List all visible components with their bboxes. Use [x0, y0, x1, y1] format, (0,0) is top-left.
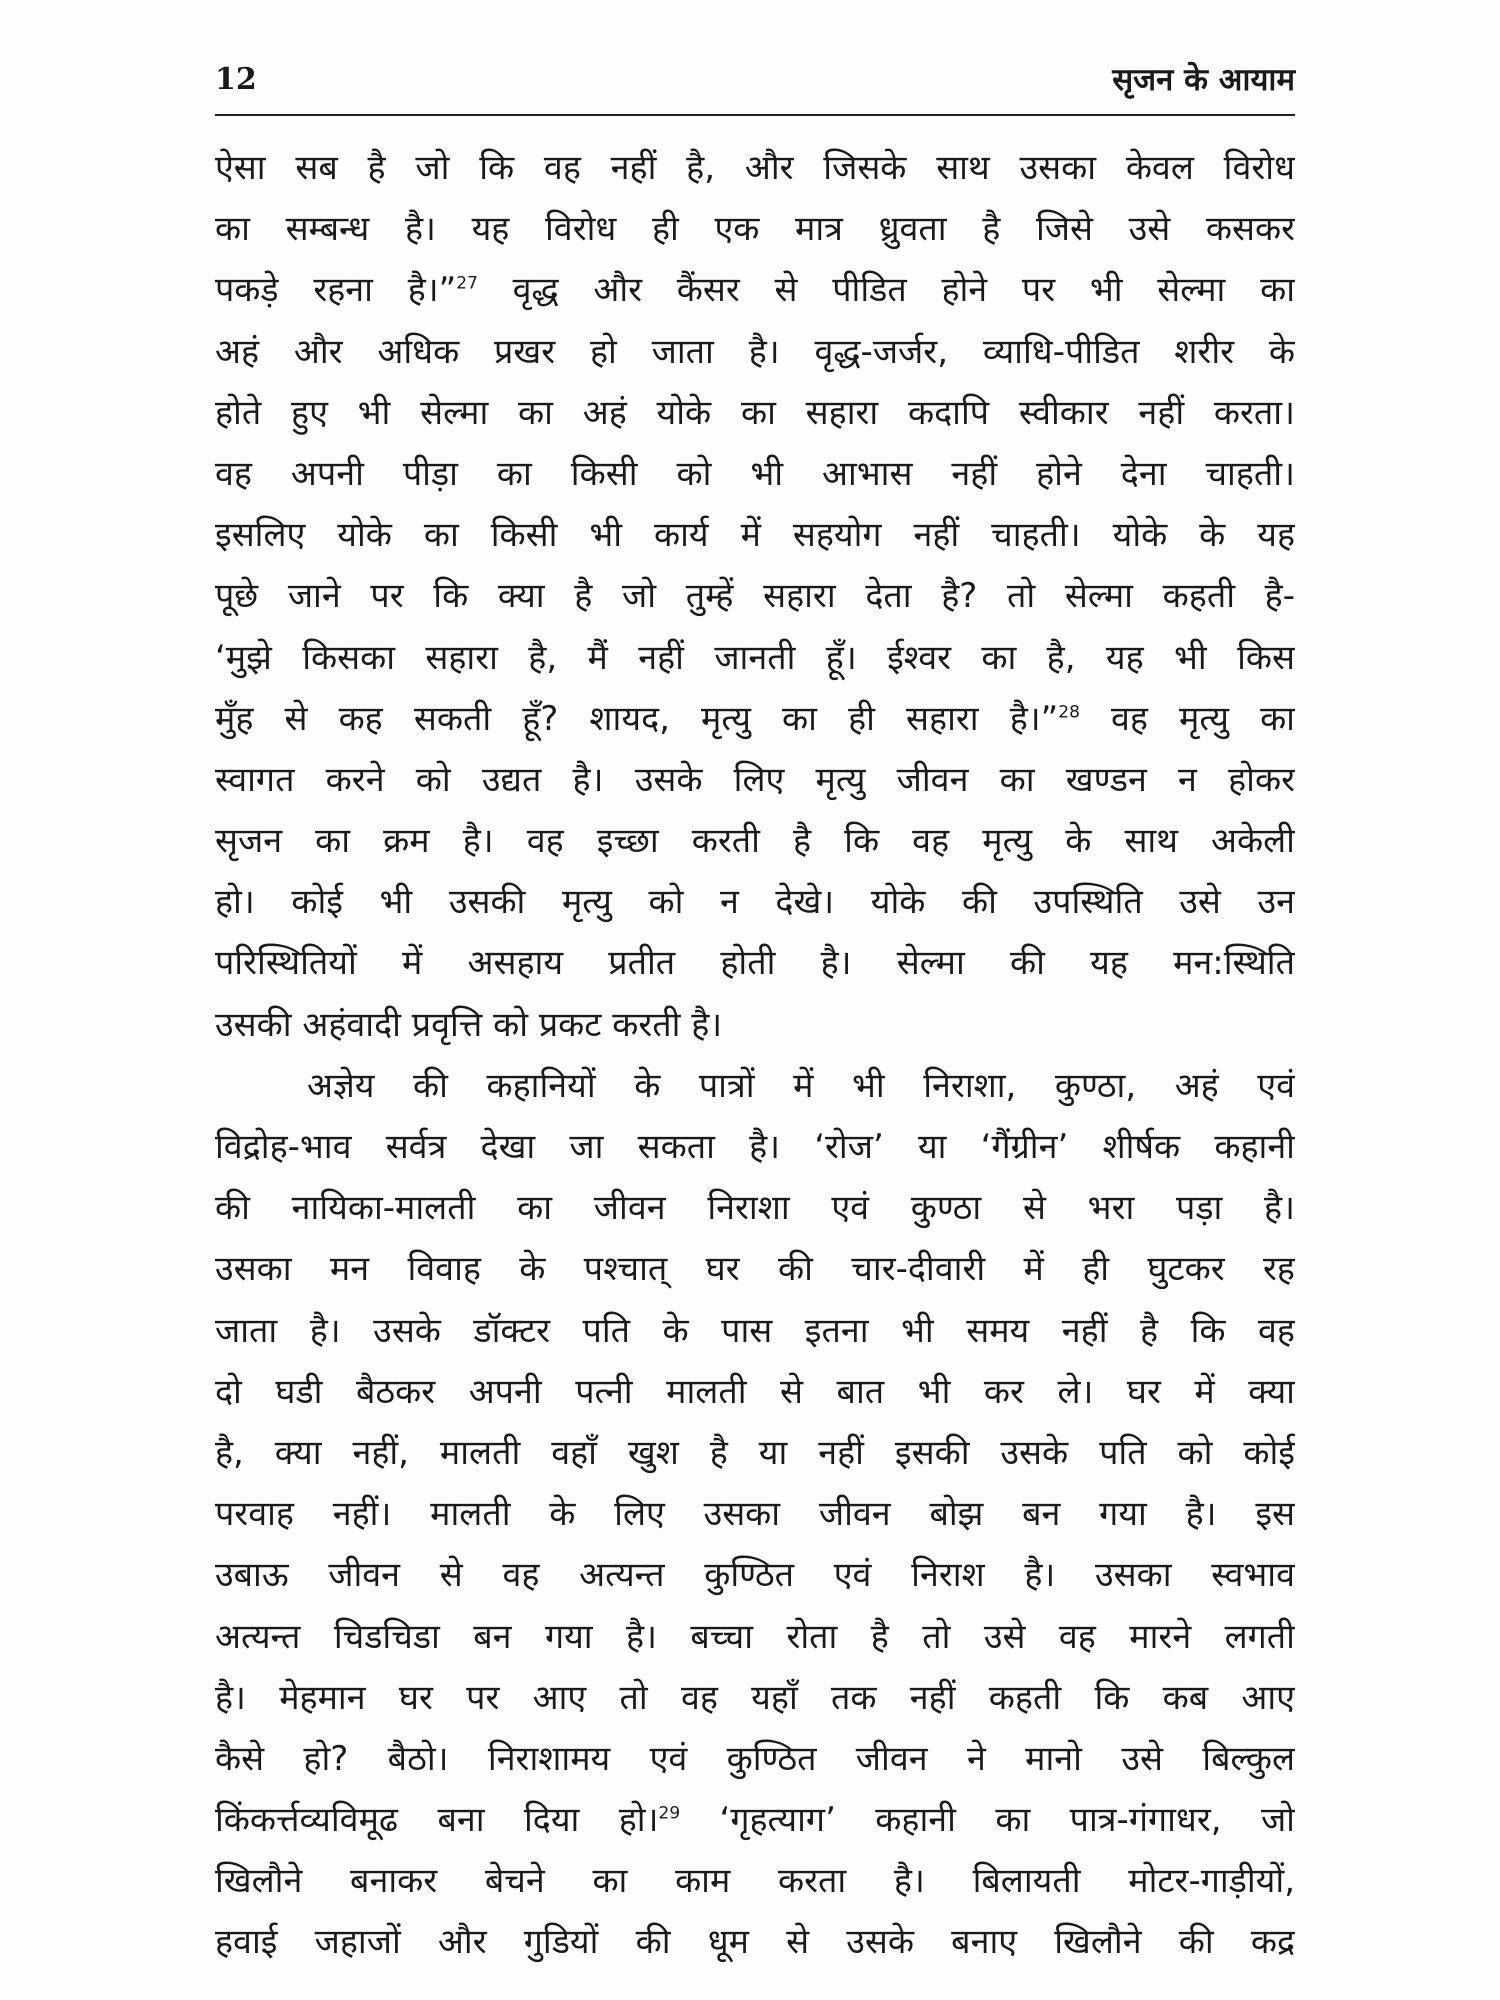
text-line — [215, 1545, 1295, 1606]
text-line-content: है। मेहमान घर पर आए तो वह यहाँ तक नहीं कहती कि कब आए — [215, 1677, 1295, 1718]
text-line-content: परवाह नहीं। मालती के लिए उसका जीवन बोझ बन गया है। इस — [215, 1494, 1295, 1535]
text-line-content: हो। कोई भी उसकी मृत्यु को न देखे। योके की उपस्थिति उसे उन — [215, 882, 1295, 923]
text-line-content: परिस्थितियों में असहाय प्रतीत होती है। सेल्मा की यह मन:स्थिति — [215, 943, 1295, 984]
text-line — [215, 1668, 1295, 1729]
body-text — [215, 138, 1295, 1974]
text-line — [215, 811, 1295, 872]
text-line — [215, 933, 1295, 994]
text-line — [215, 1423, 1295, 1484]
text-line-content: वह अपनी पीड़ा का किसी को भी आभास नहीं होने देना चाहती। — [215, 453, 1295, 494]
text-line-content: किंकर्त्तव्यविमूढ बना दिया हो। — [215, 1800, 659, 1841]
footnote-reference: 27 — [456, 274, 478, 295]
text-line — [215, 1790, 1295, 1851]
text-line-content: जाता है। उसके डॉक्टर पति के पास इतना भी समय नहीं है कि वह — [215, 1310, 1295, 1351]
text-line-content: ‘मुझे किसका सहारा है, मैं नहीं जानती हूँ। ईश्वर का है, यह भी किस — [215, 637, 1295, 678]
text-line — [215, 1607, 1295, 1668]
text-line — [215, 1239, 1295, 1300]
text-line — [215, 1851, 1295, 1912]
text-line — [215, 995, 1295, 1056]
text-line-content: ऐसा सब है जो कि वह नहीं है, और जिसके साथ उसका केवल विरोध — [215, 148, 1295, 188]
text-line — [215, 444, 1295, 505]
header-rule — [215, 114, 1295, 116]
text-line — [215, 872, 1295, 933]
text-line — [215, 1117, 1295, 1178]
text-line — [215, 322, 1295, 383]
text-line — [215, 1178, 1295, 1239]
text-line — [215, 750, 1295, 811]
text-line-content: उबाऊ जीवन से वह अत्यन्त कुण्ठित एवं निराश है। उसका स्वभाव — [215, 1555, 1295, 1596]
text-line-content: है, क्या नहीं, मालती वहाँ खुश है या नहीं इसकी उसके पति को कोई — [215, 1432, 1295, 1473]
text-line-content: विद्रोह-भाव सर्वत्र देखा जा सकता है। ‘रोज’ या ‘गैंग्रीन’ शीर्षक कहानी — [215, 1127, 1295, 1167]
text-line-content: खिलौने बनाकर बेचने का काम करता है। बिलायती मोटर-गाड़ीयों, — [215, 1861, 1295, 1902]
text-line-content: सृजन का क्रम है। वह इच्छा करती है कि वह मृत्यु के साथ अकेली — [215, 821, 1295, 862]
footnote-reference: 28 — [1058, 702, 1080, 723]
text-line-content: पकड़े रहना है।” — [215, 270, 457, 311]
page-header — [215, 58, 1295, 114]
text-line — [215, 1362, 1295, 1423]
text-line-content: अत्यन्त चिडचिडा बन गया है। बच्चा रोता है तो उसे वह मारने लगती — [215, 1616, 1295, 1657]
text-line-content: हवाई जहाजों और गुडियों की धूम से उसके बनाए खिलौने की कद्र — [215, 1922, 1295, 1963]
text-line-content: मुँह से कह सकती हूँ? शायद, मृत्यु का ही सहारा है।” — [215, 698, 1059, 739]
text-line — [215, 199, 1295, 260]
text-line-content: कैसे हो? बैठो। निराशामय एवं कुण्ठित जीवन ने मानो उसे बिल्कुल — [215, 1738, 1295, 1779]
text-line — [215, 1729, 1295, 1790]
text-line — [215, 1301, 1295, 1362]
text-line-content: अहं और अधिक प्रखर हो जाता है। वृद्ध-जर्जर, व्याधि-पीडित शरीर के — [215, 331, 1295, 372]
footnote-reference: 29 — [658, 1803, 681, 1824]
text-line — [215, 1912, 1295, 1973]
text-line-continuation: वह मृत्यु का — [1079, 698, 1295, 739]
text-line-content: होते हुए भी सेल्मा का अहं योके का सहारा कदापि स्वीकार नहीं करता। — [215, 392, 1295, 433]
text-line-content: अज्ञेय की कहानियों के पात्रों में भी निराशा, कुण्ठा, अहं एवं — [307, 1065, 1295, 1106]
text-line-continuation: ‘गृहत्याग’ कहानी का पात्र-गंगाधर, जो — [680, 1800, 1295, 1841]
text-line-content: उसका मन विवाह के पश्चात् घर की चार-दीवारी में ही घुटकर रह — [215, 1249, 1295, 1290]
text-line — [215, 260, 1295, 321]
text-line — [215, 383, 1295, 444]
text-line-content: का सम्बन्ध है। यह विरोध ही एक मात्र ध्रुवता है जिसे उसे कसकर — [215, 209, 1295, 250]
text-line — [215, 1484, 1295, 1545]
text-line — [215, 505, 1295, 566]
text-line-content: दो घडी बैठकर अपनी पत्नी मालती से बात भी कर ले। घर में क्या — [215, 1371, 1295, 1412]
text-line-content: इसलिए योके का किसी भी कार्य में सहयोग नहीं चाहती। योके के यह — [215, 515, 1295, 556]
text-line-content: पूछे जाने पर कि क्या है जो तुम्हें सहारा देता है? तो सेल्मा कहती है- — [215, 576, 1295, 617]
text-line — [215, 689, 1295, 750]
text-line-continuation: वृद्ध और कैंसर से पीडित होने पर भी सेल्मा का — [477, 270, 1295, 311]
page-number: 12 — [215, 62, 257, 97]
running-title: सृजन के आयाम — [1112, 62, 1295, 98]
text-line-content: स्वागत करने को उद्यत है। उसके लिए मृत्यु जीवन का खण्डन न होकर — [215, 759, 1295, 800]
text-line-content: उसकी अहंवादी प्रवृत्ति को प्रकट करती है। — [215, 1004, 723, 1045]
text-line — [215, 628, 1295, 689]
text-line — [215, 138, 1295, 199]
text-line — [215, 566, 1295, 627]
text-line — [215, 1056, 1295, 1117]
text-line-content: की नायिका-मालती का जीवन निराशा एवं कुण्ठा से भरा पड़ा है। — [215, 1188, 1295, 1229]
